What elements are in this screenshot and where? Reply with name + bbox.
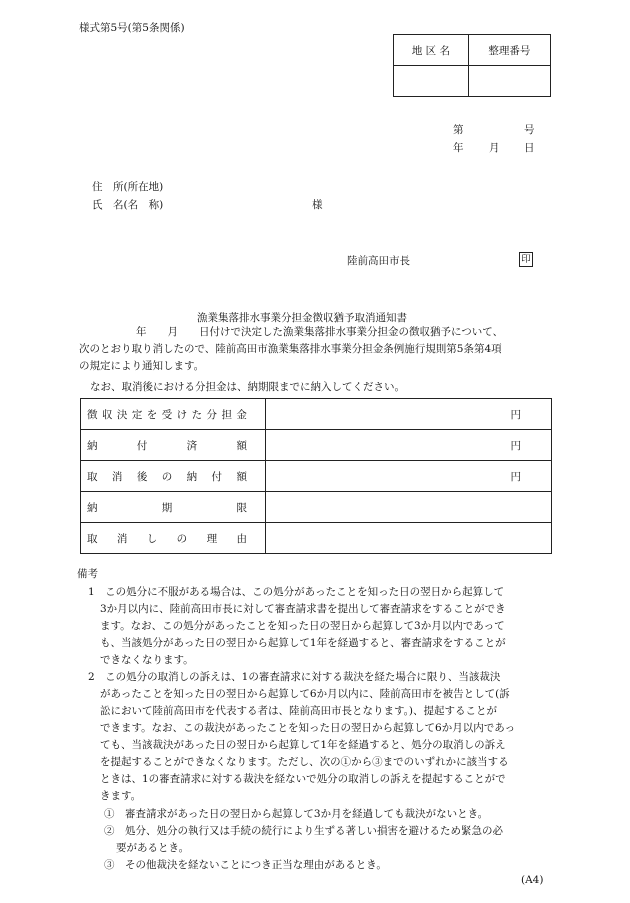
row-unit [266,492,552,523]
label-char: 消 [116,532,128,545]
honorific: 様 [312,199,323,211]
date-year: 年 [453,142,464,154]
label-char: を [146,408,158,421]
table-row [81,492,552,523]
name-label: 氏 名(名 称) [92,199,164,211]
details-table [80,398,552,554]
row-label-text [87,531,247,546]
condition-3: ③ その他裁決を経ないことにつき正当な理由があるとき。 [104,859,387,871]
label-char: 納 [87,501,98,514]
table-row [81,461,552,492]
label-char: 額 [236,470,247,483]
label-char: 担 [221,408,232,421]
district-label: 地 区 名 [394,35,469,66]
note-1-line-3: ます。なお、この処分があったことを知った日の翌日から起算して3か月以内であって [100,620,505,632]
row-label-text [87,438,247,453]
condition-2-line-2: 要があるとき。 [116,842,190,854]
note-2-line-7: ときは、1の審査請求に対する裁決を経ないで処分の取消しの訴えを提起することがで [100,773,506,785]
table-row [81,399,552,430]
row-unit: 円 [266,430,552,461]
label-char: 徴 [87,408,98,421]
label-char: 付 [136,439,148,452]
label-char: 後 [136,470,148,483]
paper-size: (A4) [521,874,544,886]
note-2-line-2: があったことを知った日の翌日から起算して6か月以内に、陸前高田市を被告として(訴 [100,688,510,700]
label-char: 取 [87,532,98,545]
issuer: 陸前高田市長 [347,255,410,267]
intro-line-3: の規定により通知します。 [79,360,205,372]
number-cell [468,66,550,97]
row-label-text [87,469,247,484]
row-label-text [87,407,247,422]
intro-line-1: 年 月 日付けで決定した漁業集落排水事業分担金の徴収猶予について、 [136,326,504,338]
date-day: 日 [524,142,535,154]
row-unit [266,523,552,554]
note-2-line-3: 訟において陸前高田市を代表する者は、陸前高田市長となります。)、提起することが [100,705,498,717]
seal-icon: 印 [519,252,533,267]
row-label-text [87,500,247,515]
note-1-line-4: も、当該処分があった日の翌日から起算して1年を経過すると、審査請求をすることが [100,637,506,649]
row-label [81,430,266,461]
label-char: 分 [206,408,217,421]
form-number: 様式第5号(第5条関係) [79,22,185,34]
label-char: の [176,532,188,545]
condition-2-line-1: ② 処分、処分の執行又は手続の続行により生ずる著しい損害を避けるため緊急の必 [104,825,503,837]
notes-heading: 備考 [77,568,98,580]
label-char: 金 [236,408,247,421]
note-2-line-5: ても、当該裁決があった日の翌日から起算して1年を経過すると、処分の取消しの訴え [100,739,506,751]
label-char: の [161,470,173,483]
note-1-line-5: できなくなります。 [100,654,194,666]
label-char: 期 [161,501,173,514]
label-char: 定 [131,408,143,421]
note-1-line-2: 3か月以内に、陸前高田市長に対して審査請求書を提出して審査請求をすることができ [100,603,506,615]
document-title: 漁業集落排水事業分担金徴収猶予取消通知書 [197,312,407,324]
registration-table [393,34,551,97]
label-char: た [191,408,203,421]
note-2-line-8: きます。 [100,790,142,802]
address-label: 住 所(所在地) [92,181,164,193]
label-char: 取 [87,470,98,483]
note-2-line-1: 2 この処分の取消しの訴えは、1の審査請求に対する裁決を経た場合に限り、当該裁決 [88,671,501,683]
number-label: 整理番号 [468,35,550,66]
row-label [81,399,266,430]
label-char: 理 [206,532,218,545]
row-unit: 円 [266,461,552,492]
date-month: 月 [489,142,500,154]
note-1-line-1: 1 この処分に不服がある場合は、この処分があったことを知った日の翌日から起算して [88,586,505,598]
intro-line-4: なお、取消後における分担金は、納期限までに納入してください。 [90,381,405,393]
label-char: 額 [236,439,247,452]
label-char: 納 [186,470,198,483]
label-char: 収 [101,408,113,421]
row-label [81,492,266,523]
label-char: 由 [236,532,247,545]
label-char: け [176,408,188,421]
row-unit: 円 [266,399,552,430]
label-char: 済 [186,439,198,452]
district-cell [394,66,469,97]
label-char: し [146,532,158,545]
label-char: 受 [161,408,173,421]
row-label [81,461,266,492]
seal-stamp [519,252,533,267]
label-char: 納 [87,439,98,452]
intro-line-2: 次のとおり取り消したので、陸前高田市漁業集落排水事業分担金条例施行規則第5条第4項 [79,343,502,355]
table-row [81,430,552,461]
doc-number-suffix: 号 [524,124,535,136]
doc-number-prefix: 第 [453,124,464,136]
note-2-line-6: を提起することができなくなります。ただし、次の①から③までのいずれかに該当する [100,756,509,768]
note-2-line-4: できます。なお、この裁決があったことを知った日の翌日から起算して6か月以内であっ [100,722,516,734]
label-char: 決 [116,408,128,421]
table-row [81,523,552,554]
condition-1: ① 審査請求があった日の翌日から起算して3か月を経過しても裁決がないとき。 [104,808,489,820]
label-char: 付 [211,470,223,483]
label-char: 消 [111,470,123,483]
row-label [81,523,266,554]
label-char: 限 [236,501,247,514]
